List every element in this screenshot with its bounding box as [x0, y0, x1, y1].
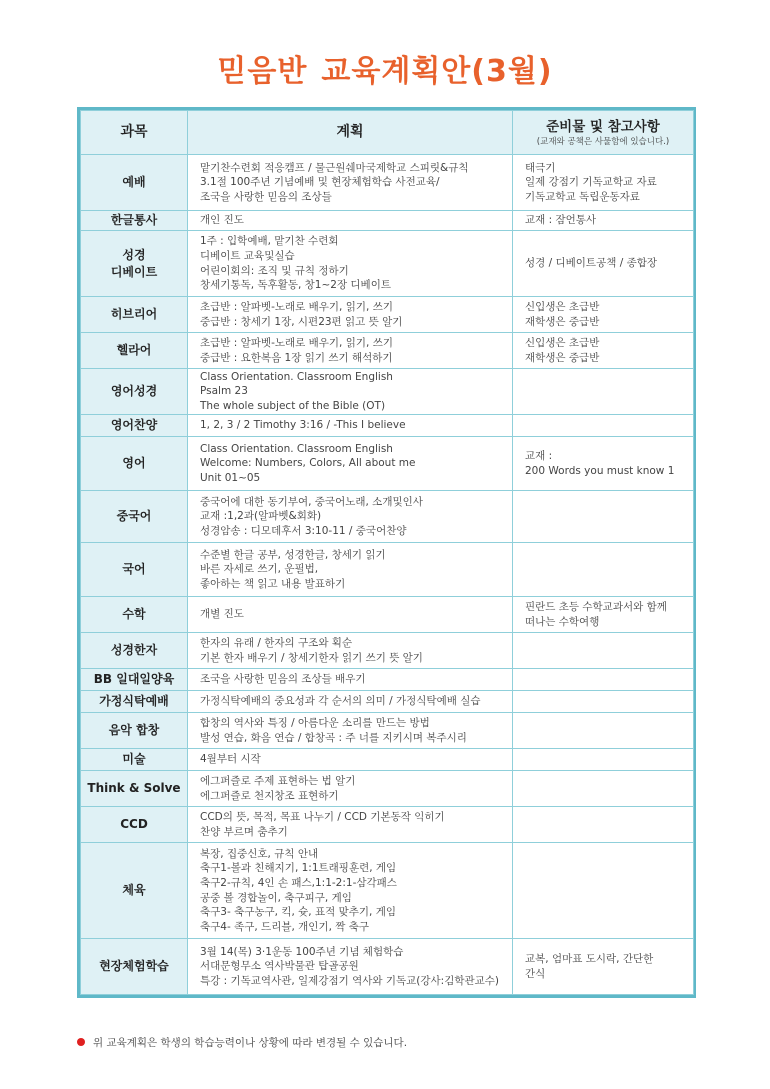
plan-cell-line: 축구3- 축구농구, 킥, 슛, 표적 맞추기, 게임 — [200, 906, 396, 919]
subject-cell-line: 성경 — [122, 247, 146, 262]
plan-cell-line: 창세기통독, 독후활동, 창1~2장 디베이트 — [200, 279, 391, 292]
table-header-row — [81, 111, 694, 155]
plan-cell-line: 개별 진도 — [200, 608, 244, 621]
subject-cell — [81, 669, 188, 691]
plan-cell-line: 기본 한자 배우기 / 창세기한자 읽기 쓰기 뜻 알기 — [200, 651, 423, 664]
plan-cell-line: 좋아하는 책 읽고 내용 발표하기 — [200, 577, 346, 590]
plan-cell-line: 에그퍼즐로 주제 표현하는 법 알기 — [200, 774, 356, 787]
subject-cell-line: 현장체험학습 — [99, 959, 169, 973]
plan-cell-line: 특강 : 기독교역사관, 일제강점기 역사와 기독교(강사:김학관교수) — [200, 974, 500, 987]
notes-cell — [513, 369, 694, 415]
plan-cell — [188, 691, 513, 713]
table-row — [81, 211, 694, 231]
subject-cell — [81, 939, 188, 995]
subject-cell — [81, 691, 188, 713]
subject-cell — [81, 633, 188, 669]
footer-note — [77, 1035, 407, 1050]
header-plan: 계획 — [188, 111, 513, 155]
plan-cell — [188, 415, 513, 437]
table-row — [81, 491, 694, 543]
plan-cell — [188, 713, 513, 749]
subject-cell — [81, 843, 188, 939]
notes-cell — [513, 297, 694, 333]
plan-cell-line: 맡기찬수련회 적응캠프 / 물근원쉐마국제학교 스피릿&규칙 — [200, 161, 469, 174]
plan-cell-line: Unit 01~05 — [200, 471, 261, 484]
plan-cell-line: 공중 볼 경합놀이, 축구피구, 게임 — [200, 891, 352, 904]
subject-cell-line: 국어 — [122, 562, 146, 576]
plan-cell-line: Psalm 23 — [200, 385, 248, 398]
subject-cell-line: 헬라어 — [116, 343, 152, 357]
plan-cell — [188, 807, 513, 843]
subject-cell-line: 체육 — [122, 883, 146, 897]
subject-cell-line: 성경한자 — [110, 643, 158, 657]
notes-cell — [513, 807, 694, 843]
subject-cell — [81, 543, 188, 597]
plan-cell-line: 조국을 사랑한 믿음의 조상들 배우기 — [200, 673, 366, 686]
table-row — [81, 939, 694, 995]
plan-cell-line: 서대문형무소 역사박물관 탑골공원 — [200, 960, 359, 973]
notes-cell — [513, 713, 694, 749]
table-row — [81, 749, 694, 771]
title-plan-name: 교육계획안(3월) — [321, 54, 553, 89]
plan-cell-line: 수준별 한글 공부, 성경한글, 창세기 읽기 — [200, 548, 386, 561]
subject-cell — [81, 155, 188, 211]
notes-cell — [513, 333, 694, 369]
subject-cell — [81, 211, 188, 231]
plan-cell-line: 4월부터 시작 — [200, 753, 261, 766]
subject-cell — [81, 231, 188, 297]
notes-cell-line: 재학생은 중급반 — [525, 351, 600, 364]
subject-cell-line: 히브리어 — [110, 307, 158, 321]
plan-cell — [188, 843, 513, 939]
notes-cell — [513, 749, 694, 771]
notes-cell-line: 떠나는 수학여행 — [525, 615, 600, 628]
notes-cell-line: 신입생은 초급반 — [525, 336, 600, 349]
plan-cell-line: 초급반 : 알파벳-노래로 배우기, 읽기, 쓰기 — [200, 336, 393, 349]
notes-cell-line: 교재 : 잠언통사 — [525, 214, 597, 227]
plan-cell-line: 1주 : 입학예배, 맡기찬 수련회 — [200, 235, 339, 248]
notes-cell — [513, 597, 694, 633]
plan-cell — [188, 231, 513, 297]
subject-cell-line: CCD — [120, 817, 148, 831]
table-row — [81, 369, 694, 415]
plan-cell-line: 디베이트 교육및실습 — [200, 249, 295, 262]
header-subject: 과목 — [81, 111, 188, 155]
table-row — [81, 155, 694, 211]
table-row — [81, 843, 694, 939]
table-row — [81, 713, 694, 749]
subject-cell — [81, 297, 188, 333]
subject-cell-line: BB 일대일양육 — [93, 672, 175, 686]
notes-cell — [513, 231, 694, 297]
notes-cell — [513, 211, 694, 231]
notes-cell — [513, 843, 694, 939]
plan-cell — [188, 437, 513, 491]
plan-cell — [188, 633, 513, 669]
plan-cell-line: Class Orientation. Classroom English — [200, 442, 393, 455]
notes-cell — [513, 437, 694, 491]
plan-cell — [188, 749, 513, 771]
plan-cell-line: 합창의 역사와 특징 / 아름다운 소리를 만드는 방법 — [200, 716, 430, 729]
plan-cell-line: 중국어에 대한 동기부여, 중국어노래, 소개및인사 — [200, 495, 423, 508]
subject-cell — [81, 807, 188, 843]
subject-cell — [81, 437, 188, 491]
plan-cell-line: 개인 진도 — [200, 214, 244, 227]
plan-cell-line: 축구2-규칙, 4인 손 패스,1:1-2:1-삼각패스 — [200, 876, 397, 889]
plan-cell-line: 중급반 : 창세기 1장, 시편23편 읽고 뜻 알기 — [200, 315, 403, 328]
plan-cell-line: 발성 연습, 화음 연습 / 합창곡 : 주 너를 지키시며 복주시리 — [200, 731, 467, 744]
notes-cell-line: 교재 : — [525, 449, 553, 462]
plan-cell-line: Class Orientation. Classroom English — [200, 370, 393, 383]
plan-cell-line: 1, 2, 3 / 2 Timothy 3:16 / -This I believe — [200, 419, 406, 432]
plan-cell — [188, 597, 513, 633]
plan-cell-line: 중급반 : 요한복음 1장 읽기 쓰기 해석하기 — [200, 351, 393, 364]
notes-cell-line: 기독교학교 독립운동자료 — [525, 190, 640, 203]
subject-cell — [81, 333, 188, 369]
plan-cell-line: The whole subject of the Bible (OT) — [200, 399, 386, 412]
notes-cell — [513, 491, 694, 543]
plan-cell — [188, 333, 513, 369]
subject-cell-line: 예배 — [122, 175, 146, 189]
plan-cell-line: Welcome: Numbers, Colors, All about me — [200, 457, 416, 470]
plan-cell-line: 에그퍼즐로 천지창조 표현하기 — [200, 789, 339, 802]
subject-cell-line: 가정식탁예배 — [99, 694, 169, 708]
table-row — [81, 437, 694, 491]
notes-cell — [513, 771, 694, 807]
plan-cell-line: 조국을 사랑한 믿음의 조상들 — [200, 190, 332, 203]
plan-cell — [188, 155, 513, 211]
plan-cell — [188, 771, 513, 807]
page-title — [0, 46, 770, 90]
plan-cell-line: 복장, 집중신호, 규칙 안내 — [200, 847, 319, 860]
curriculum-table — [77, 107, 696, 998]
subject-cell — [81, 597, 188, 633]
plan-cell — [188, 543, 513, 597]
notes-cell-line: 재학생은 중급반 — [525, 315, 600, 328]
table-row — [81, 691, 694, 713]
notes-cell — [513, 939, 694, 995]
plan-cell-line: 축구1-볼과 친해지기, 1:1트래핑훈련, 게임 — [200, 862, 397, 875]
title-class-name: 믿음반 — [217, 54, 308, 89]
subject-cell — [81, 749, 188, 771]
table-row — [81, 807, 694, 843]
notes-cell — [513, 633, 694, 669]
notes-cell — [513, 669, 694, 691]
subject-cell-line: 한글통사 — [110, 213, 158, 227]
plan-cell-line: 초급반 : 알파벳-노래로 배우기, 읽기, 쓰기 — [200, 300, 393, 313]
table-row — [81, 543, 694, 597]
subject-cell-line: 영어찬양 — [110, 418, 158, 432]
notes-cell-line: 성경 / 디베이트공책 / 종합장 — [525, 257, 657, 270]
table-row — [81, 633, 694, 669]
plan-cell — [188, 211, 513, 231]
plan-cell — [188, 369, 513, 415]
table-row — [81, 333, 694, 369]
notes-cell — [513, 415, 694, 437]
plan-cell — [188, 491, 513, 543]
plan-cell-line: 한자의 유래 / 한자의 구조와 획순 — [200, 636, 353, 649]
notes-cell — [513, 155, 694, 211]
plan-cell-line: 교재 :1,2과(알파벳&회화) — [200, 510, 322, 523]
subject-cell-line: 미술 — [122, 752, 146, 766]
table-row — [81, 415, 694, 437]
header-notes — [513, 111, 694, 155]
notes-cell-line: 교복, 엄마표 도시락, 간단한 — [525, 952, 654, 965]
notes-cell-line: 태극기 — [525, 161, 556, 174]
subject-cell-line: 중국어 — [116, 509, 152, 523]
table-row — [81, 669, 694, 691]
plan-cell-line: 가정식탁예배의 중요성과 각 순서의 의미 / 가정식탁예배 실습 — [200, 695, 481, 708]
plan-cell-line: 찬양 부르며 춤추기 — [200, 825, 288, 838]
red-bullet-icon — [77, 1038, 85, 1046]
notes-cell-line: 간식 — [525, 967, 546, 980]
notes-cell — [513, 691, 694, 713]
plan-cell-line: 어린이회의: 조직 및 규칙 정하기 — [200, 264, 349, 277]
notes-cell — [513, 543, 694, 597]
subject-cell-line: 영어 — [122, 456, 146, 470]
subject-cell — [81, 491, 188, 543]
table-row — [81, 771, 694, 807]
header-notes-subtitle: (교재와 공책은 사물함에 있습니다.) — [536, 136, 670, 147]
plan-cell-line: 바른 자세로 쓰기, 운필법, — [200, 563, 319, 576]
table-row — [81, 597, 694, 633]
subject-cell — [81, 771, 188, 807]
plan-cell-line: CCD의 뜻, 목적, 목표 나누기 / CCD 기본동작 익히기 — [200, 810, 445, 823]
subject-cell-line: 음악 합창 — [108, 723, 160, 737]
subject-cell — [81, 369, 188, 415]
subject-cell — [81, 415, 188, 437]
plan-cell-line: 3.1절 100주년 기념예배 및 현장체험학습 사전교육/ — [200, 176, 440, 189]
notes-cell-line: 신입생은 초급반 — [525, 300, 600, 313]
plan-cell-line: 성경암송 : 디모데후서 3:10-11 / 중국어찬양 — [200, 524, 407, 537]
plan-cell — [188, 297, 513, 333]
notes-cell-line: 일제 강점기 기독교학교 자료 — [525, 176, 657, 189]
table-row — [81, 231, 694, 297]
notes-cell-line: 200 Words you must know 1 — [525, 464, 675, 477]
subject-cell-line: Think & Solve — [87, 781, 181, 795]
subject-cell-line: 수학 — [122, 607, 146, 621]
subject-cell — [81, 713, 188, 749]
subject-cell-line: 디베이트 — [110, 264, 158, 279]
plan-cell — [188, 669, 513, 691]
table-row — [81, 297, 694, 333]
footer-text: 위 교육계획은 학생의 학습능력이나 상황에 따라 변경될 수 있습니다. — [93, 1037, 408, 1049]
plan-cell — [188, 939, 513, 995]
plan-cell-line: 3월 14(목) 3·1운동 100주년 기념 체험학습 — [200, 945, 404, 958]
notes-cell-line: 핀란드 초등 수학교과서와 함께 — [525, 600, 667, 613]
header-notes-title: 준비물 및 참고사항 — [546, 118, 660, 135]
plan-cell-line: 축구4- 족구, 드리블, 개인기, 짝 축구 — [200, 920, 370, 933]
subject-cell-line: 영어성경 — [110, 384, 158, 398]
